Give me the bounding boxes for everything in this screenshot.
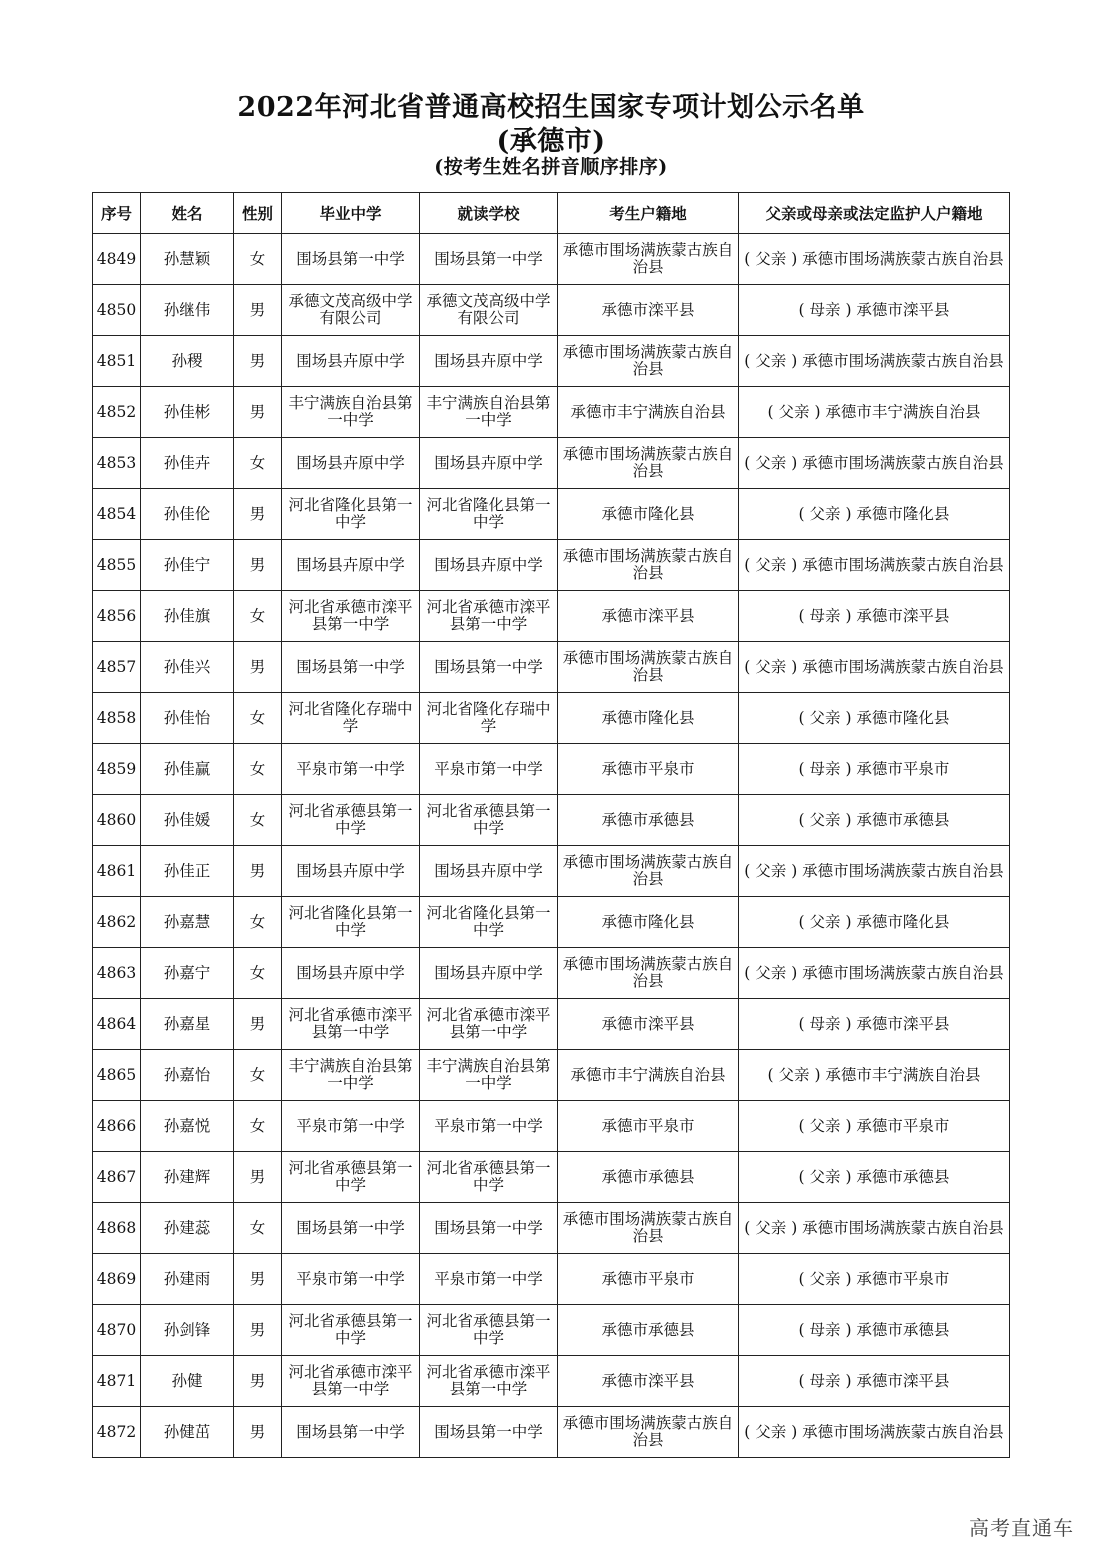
table-row xyxy=(93,846,1010,897)
cell-serial: 4872 xyxy=(93,1407,141,1458)
cell-name: 孙继伟 xyxy=(141,285,234,336)
cell-current-school: 河北省隆化存瑞中学 xyxy=(420,693,558,744)
cell-serial: 4850 xyxy=(93,285,141,336)
cell-gender: 男 xyxy=(234,285,282,336)
cell-graduated-school: 河北省承德市滦平县第一中学 xyxy=(282,999,420,1050)
cell-serial: 4864 xyxy=(93,999,141,1050)
cell-guardian-hukou: ( 父亲 ) 承德市隆化县 xyxy=(739,489,1010,540)
cell-guardian-hukou: ( 父亲 ) 承德市围场满族蒙古族自治县 xyxy=(739,234,1010,285)
header-gender: 性别 xyxy=(234,193,282,234)
cell-gender: 男 xyxy=(234,489,282,540)
cell-name: 孙剑锋 xyxy=(141,1305,234,1356)
cell-serial: 4869 xyxy=(93,1254,141,1305)
cell-serial: 4857 xyxy=(93,642,141,693)
cell-current-school: 围场县第一中学 xyxy=(420,1203,558,1254)
cell-guardian-hukou: ( 父亲 ) 承德市丰宁满族自治县 xyxy=(739,1050,1010,1101)
cell-current-school: 承德文茂高级中学有限公司 xyxy=(420,285,558,336)
cell-student-hukou: 承德市隆化县 xyxy=(558,897,739,948)
cell-name: 孙佳卉 xyxy=(141,438,234,489)
header-graduated-school: 毕业中学 xyxy=(282,193,420,234)
cell-current-school: 围场县卉原中学 xyxy=(420,948,558,999)
cell-gender: 女 xyxy=(234,744,282,795)
cell-serial: 4856 xyxy=(93,591,141,642)
cell-graduated-school: 河北省隆化存瑞中学 xyxy=(282,693,420,744)
cell-student-hukou: 承德市平泉市 xyxy=(558,1254,739,1305)
table-row xyxy=(93,1356,1010,1407)
cell-gender: 女 xyxy=(234,693,282,744)
cell-serial: 4862 xyxy=(93,897,141,948)
cell-name: 孙佳赢 xyxy=(141,744,234,795)
cell-student-hukou: 承德市滦平县 xyxy=(558,285,739,336)
cell-current-school: 丰宁满族自治县第一中学 xyxy=(420,1050,558,1101)
document-subtitle-city: (承德市) xyxy=(496,126,606,157)
cell-serial: 4863 xyxy=(93,948,141,999)
cell-student-hukou: 承德市滦平县 xyxy=(558,1356,739,1407)
cell-current-school: 河北省承德市滦平县第一中学 xyxy=(420,1356,558,1407)
cell-student-hukou: 承德市承德县 xyxy=(558,1152,739,1203)
cell-name: 孙建辉 xyxy=(141,1152,234,1203)
cell-gender: 男 xyxy=(234,1407,282,1458)
cell-guardian-hukou: ( 父亲 ) 承德市围场满族蒙古族自治县 xyxy=(739,846,1010,897)
cell-guardian-hukou: ( 父亲 ) 承德市平泉市 xyxy=(739,1254,1010,1305)
cell-student-hukou: 承德市滦平县 xyxy=(558,591,739,642)
cell-graduated-school: 丰宁满族自治县第一中学 xyxy=(282,387,420,438)
header-guardian-hukou: 父亲或母亲或法定监护人户籍地 xyxy=(739,193,1010,234)
cell-name: 孙健 xyxy=(141,1356,234,1407)
cell-graduated-school: 围场县卉原中学 xyxy=(282,336,420,387)
cell-name: 孙佳兴 xyxy=(141,642,234,693)
cell-student-hukou: 承德市平泉市 xyxy=(558,744,739,795)
cell-name: 孙嘉宁 xyxy=(141,948,234,999)
cell-gender: 男 xyxy=(234,387,282,438)
cell-student-hukou: 承德市承德县 xyxy=(558,1305,739,1356)
table-row xyxy=(93,1305,1010,1356)
table-row xyxy=(93,285,1010,336)
cell-serial: 4870 xyxy=(93,1305,141,1356)
cell-graduated-school: 河北省隆化县第一中学 xyxy=(282,897,420,948)
cell-serial: 4867 xyxy=(93,1152,141,1203)
cell-guardian-hukou: ( 父亲 ) 承德市围场满族蒙古族自治县 xyxy=(739,438,1010,489)
header-name: 姓名 xyxy=(141,193,234,234)
cell-student-hukou: 承德市隆化县 xyxy=(558,489,739,540)
table-row xyxy=(93,999,1010,1050)
document-title: 2022年河北省普通高校招生国家专项计划公示名单 xyxy=(237,92,865,123)
cell-current-school: 围场县卉原中学 xyxy=(420,336,558,387)
cell-guardian-hukou: ( 父亲 ) 承德市围场满族蒙古族自治县 xyxy=(739,336,1010,387)
cell-graduated-school: 河北省承德县第一中学 xyxy=(282,1152,420,1203)
cell-guardian-hukou: ( 母亲 ) 承德市滦平县 xyxy=(739,285,1010,336)
cell-student-hukou: 承德市丰宁满族自治县 xyxy=(558,387,739,438)
cell-name: 孙佳旗 xyxy=(141,591,234,642)
cell-student-hukou: 承德市承德县 xyxy=(558,795,739,846)
cell-current-school: 平泉市第一中学 xyxy=(420,744,558,795)
cell-student-hukou: 承德市围场满族蒙古族自治县 xyxy=(558,846,739,897)
cell-student-hukou: 承德市围场满族蒙古族自治县 xyxy=(558,336,739,387)
cell-gender: 男 xyxy=(234,540,282,591)
cell-gender: 女 xyxy=(234,897,282,948)
cell-guardian-hukou: ( 母亲 ) 承德市平泉市 xyxy=(739,744,1010,795)
cell-serial: 4871 xyxy=(93,1356,141,1407)
cell-graduated-school: 围场县第一中学 xyxy=(282,1407,420,1458)
cell-graduated-school: 丰宁满族自治县第一中学 xyxy=(282,1050,420,1101)
table-row xyxy=(93,438,1010,489)
cell-gender: 男 xyxy=(234,1305,282,1356)
cell-serial: 4866 xyxy=(93,1101,141,1152)
cell-guardian-hukou: ( 父亲 ) 承德市隆化县 xyxy=(739,693,1010,744)
cell-guardian-hukou: ( 父亲 ) 承德市围场满族蒙古族自治县 xyxy=(739,948,1010,999)
table-row xyxy=(93,948,1010,999)
cell-current-school: 平泉市第一中学 xyxy=(420,1254,558,1305)
cell-student-hukou: 承德市丰宁满族自治县 xyxy=(558,1050,739,1101)
cell-gender: 男 xyxy=(234,336,282,387)
cell-serial: 4852 xyxy=(93,387,141,438)
watermark-text: 高考直通车 xyxy=(969,1516,1074,1540)
cell-current-school: 平泉市第一中学 xyxy=(420,1101,558,1152)
cell-serial: 4851 xyxy=(93,336,141,387)
table-row xyxy=(93,897,1010,948)
cell-graduated-school: 围场县卉原中学 xyxy=(282,438,420,489)
table-row xyxy=(93,1407,1010,1458)
table-row xyxy=(93,387,1010,438)
table-row xyxy=(93,642,1010,693)
cell-name: 孙建雨 xyxy=(141,1254,234,1305)
cell-gender: 女 xyxy=(234,948,282,999)
cell-guardian-hukou: ( 父亲 ) 承德市隆化县 xyxy=(739,897,1010,948)
cell-current-school: 围场县卉原中学 xyxy=(420,846,558,897)
cell-guardian-hukou: ( 父亲 ) 承德市围场满族蒙古族自治县 xyxy=(739,1203,1010,1254)
cell-serial: 4861 xyxy=(93,846,141,897)
cell-name: 孙建蕊 xyxy=(141,1203,234,1254)
cell-student-hukou: 承德市隆化县 xyxy=(558,693,739,744)
cell-graduated-school: 平泉市第一中学 xyxy=(282,744,420,795)
cell-graduated-school: 围场县卉原中学 xyxy=(282,540,420,591)
cell-gender: 女 xyxy=(234,1050,282,1101)
cell-current-school: 河北省承德县第一中学 xyxy=(420,1152,558,1203)
cell-name: 孙嘉慧 xyxy=(141,897,234,948)
cell-student-hukou: 承德市围场满族蒙古族自治县 xyxy=(558,1407,739,1458)
cell-name: 孙佳正 xyxy=(141,846,234,897)
cell-gender: 女 xyxy=(234,795,282,846)
cell-current-school: 河北省承德市滦平县第一中学 xyxy=(420,591,558,642)
cell-gender: 男 xyxy=(234,642,282,693)
cell-graduated-school: 河北省隆化县第一中学 xyxy=(282,489,420,540)
cell-student-hukou: 承德市围场满族蒙古族自治县 xyxy=(558,948,739,999)
cell-current-school: 围场县第一中学 xyxy=(420,234,558,285)
table-body xyxy=(93,234,1010,1458)
table-row xyxy=(93,1101,1010,1152)
cell-serial: 4853 xyxy=(93,438,141,489)
cell-guardian-hukou: ( 父亲 ) 承德市围场满族蒙古族自治县 xyxy=(739,540,1010,591)
table-row xyxy=(93,1050,1010,1101)
cell-graduated-school: 河北省承德市滦平县第一中学 xyxy=(282,1356,420,1407)
table-row xyxy=(93,1254,1010,1305)
cell-guardian-hukou: ( 母亲 ) 承德市滦平县 xyxy=(739,591,1010,642)
cell-name: 孙佳怡 xyxy=(141,693,234,744)
table-row xyxy=(93,693,1010,744)
header-serial: 序号 xyxy=(93,193,141,234)
cell-graduated-school: 围场县第一中学 xyxy=(282,642,420,693)
cell-serial: 4860 xyxy=(93,795,141,846)
cell-guardian-hukou: ( 父亲 ) 承德市平泉市 xyxy=(739,1101,1010,1152)
cell-graduated-school: 平泉市第一中学 xyxy=(282,1101,420,1152)
cell-gender: 男 xyxy=(234,1254,282,1305)
cell-guardian-hukou: ( 母亲 ) 承德市滦平县 xyxy=(739,999,1010,1050)
cell-guardian-hukou: ( 父亲 ) 承德市丰宁满族自治县 xyxy=(739,387,1010,438)
cell-current-school: 河北省承德县第一中学 xyxy=(420,1305,558,1356)
cell-gender: 女 xyxy=(234,234,282,285)
cell-gender: 女 xyxy=(234,1203,282,1254)
cell-current-school: 围场县卉原中学 xyxy=(420,438,558,489)
cell-guardian-hukou: ( 父亲 ) 承德市承德县 xyxy=(739,1152,1010,1203)
cell-name: 孙嘉星 xyxy=(141,999,234,1050)
cell-gender: 男 xyxy=(234,1152,282,1203)
cell-name: 孙佳伦 xyxy=(141,489,234,540)
cell-student-hukou: 承德市围场满族蒙古族自治县 xyxy=(558,642,739,693)
enrollment-table xyxy=(92,192,1010,1458)
table-row xyxy=(93,336,1010,387)
cell-name: 孙嘉悦 xyxy=(141,1101,234,1152)
cell-graduated-school: 围场县第一中学 xyxy=(282,1203,420,1254)
cell-serial: 4868 xyxy=(93,1203,141,1254)
cell-serial: 4849 xyxy=(93,234,141,285)
header-student-hukou: 考生户籍地 xyxy=(558,193,739,234)
cell-gender: 女 xyxy=(234,438,282,489)
cell-guardian-hukou: ( 父亲 ) 承德市围场满族蒙古族自治县 xyxy=(739,642,1010,693)
table-row xyxy=(93,1152,1010,1203)
cell-current-school: 围场县卉原中学 xyxy=(420,540,558,591)
cell-gender: 男 xyxy=(234,1356,282,1407)
cell-guardian-hukou: ( 父亲 ) 承德市围场满族蒙古族自治县 xyxy=(739,1407,1010,1458)
cell-serial: 4858 xyxy=(93,693,141,744)
cell-guardian-hukou: ( 父亲 ) 承德市承德县 xyxy=(739,795,1010,846)
cell-current-school: 河北省承德县第一中学 xyxy=(420,795,558,846)
cell-graduated-school: 河北省承德市滦平县第一中学 xyxy=(282,591,420,642)
table-row xyxy=(93,744,1010,795)
cell-student-hukou: 承德市围场满族蒙古族自治县 xyxy=(558,1203,739,1254)
cell-current-school: 河北省隆化县第一中学 xyxy=(420,897,558,948)
cell-name: 孙稷 xyxy=(141,336,234,387)
cell-serial: 4854 xyxy=(93,489,141,540)
cell-student-hukou: 承德市围场满族蒙古族自治县 xyxy=(558,540,739,591)
table-row xyxy=(93,234,1010,285)
cell-guardian-hukou: ( 母亲 ) 承德市滦平县 xyxy=(739,1356,1010,1407)
cell-graduated-school: 围场县第一中学 xyxy=(282,234,420,285)
table-row xyxy=(93,591,1010,642)
cell-graduated-school: 河北省承德县第一中学 xyxy=(282,1305,420,1356)
table-row xyxy=(93,1203,1010,1254)
cell-current-school: 河北省承德市滦平县第一中学 xyxy=(420,999,558,1050)
table-row xyxy=(93,540,1010,591)
cell-name: 孙健茁 xyxy=(141,1407,234,1458)
cell-student-hukou: 承德市滦平县 xyxy=(558,999,739,1050)
cell-current-school: 河北省隆化县第一中学 xyxy=(420,489,558,540)
cell-gender: 女 xyxy=(234,1101,282,1152)
table-row xyxy=(93,489,1010,540)
cell-serial: 4865 xyxy=(93,1050,141,1101)
cell-gender: 女 xyxy=(234,591,282,642)
cell-guardian-hukou: ( 母亲 ) 承德市承德县 xyxy=(739,1305,1010,1356)
cell-student-hukou: 承德市平泉市 xyxy=(558,1101,739,1152)
table-row xyxy=(93,795,1010,846)
header-current-school: 就读学校 xyxy=(420,193,558,234)
cell-name: 孙慧颖 xyxy=(141,234,234,285)
cell-graduated-school: 承德文茂高级中学有限公司 xyxy=(282,285,420,336)
cell-serial: 4855 xyxy=(93,540,141,591)
table-header-row xyxy=(93,193,1010,234)
cell-graduated-school: 围场县卉原中学 xyxy=(282,846,420,897)
cell-serial: 4859 xyxy=(93,744,141,795)
cell-gender: 男 xyxy=(234,999,282,1050)
cell-gender: 男 xyxy=(234,846,282,897)
cell-student-hukou: 承德市围场满族蒙古族自治县 xyxy=(558,438,739,489)
cell-name: 孙佳彬 xyxy=(141,387,234,438)
cell-current-school: 围场县第一中学 xyxy=(420,1407,558,1458)
cell-current-school: 丰宁满族自治县第一中学 xyxy=(420,387,558,438)
cell-graduated-school: 平泉市第一中学 xyxy=(282,1254,420,1305)
document-sort-note: (按考生姓名拼音顺序排序) xyxy=(434,156,668,178)
cell-current-school: 围场县第一中学 xyxy=(420,642,558,693)
cell-name: 孙嘉怡 xyxy=(141,1050,234,1101)
cell-name: 孙佳媛 xyxy=(141,795,234,846)
cell-student-hukou: 承德市围场满族蒙古族自治县 xyxy=(558,234,739,285)
cell-graduated-school: 围场县卉原中学 xyxy=(282,948,420,999)
cell-graduated-school: 河北省承德县第一中学 xyxy=(282,795,420,846)
cell-name: 孙佳宁 xyxy=(141,540,234,591)
